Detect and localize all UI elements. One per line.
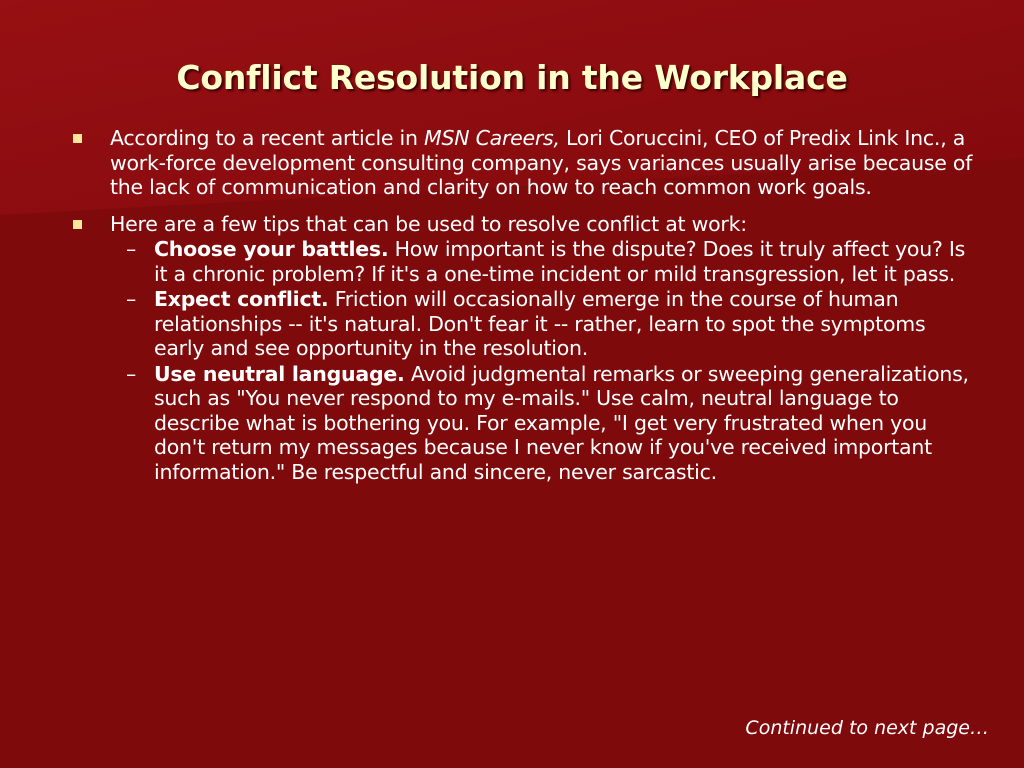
dash-bullet-icon: – [126, 287, 136, 311]
continued-note: Continued to next page… [745, 717, 989, 739]
square-bullet-icon [73, 134, 82, 143]
slide-body [70, 126, 975, 484]
sub-bullet-text: How important is the dispute? Does it truly affect you? Is it a chronic problem? If it's a one-time incident or mild transgression, let it pass. [154, 237, 966, 286]
slide-title: Conflict Resolution in the Workplace [176, 58, 848, 97]
square-bullet-icon [73, 220, 82, 229]
sub-bullet-text: Friction will occasionally emerge in the course of human relationships -- it's natural. Don't fear it -- rather, learn to spot the symptoms early and see opportunity in the resolution. [154, 287, 926, 360]
bullet-text-post: Lori Coruccini, CEO of Predix Link Inc., a work-force development consulting company, says variances usually arise because of the lack of communication and clarity on how to reach common work goals. [110, 126, 973, 199]
sub-bullet-item [70, 237, 975, 286]
sub-bullet-lead: Use neutral language. [154, 361, 405, 386]
bullet-text: Here are a few tips that can be used to resolve conflict at work: [110, 211, 747, 236]
sub-bullet-item [70, 362, 975, 485]
dash-bullet-icon: – [126, 361, 136, 386]
sub-bullet-item [70, 287, 975, 361]
bullet-item-tips [70, 212, 975, 485]
sub-bullet-lead: Choose your battles. [154, 237, 389, 261]
sub-bullet-text: Avoid judgmental remarks or sweeping generalizations, such as "You never respond to my e-mails." Use calm, neutral language to describe what is bothering you. For example, "I get very frustrated when you don't return my messages because I never know if you've received important information." Be respectful and sincere, never sarcastic. [154, 361, 969, 484]
publication-name: MSN Careers, [424, 126, 560, 150]
dash-bullet-icon: – [126, 237, 136, 261]
bullet-item-article [70, 126, 975, 200]
bullet-text [110, 126, 972, 199]
sub-bullet-lead: Expect conflict. [154, 287, 329, 311]
bullet-text-pre: According to a recent article in [110, 126, 425, 150]
